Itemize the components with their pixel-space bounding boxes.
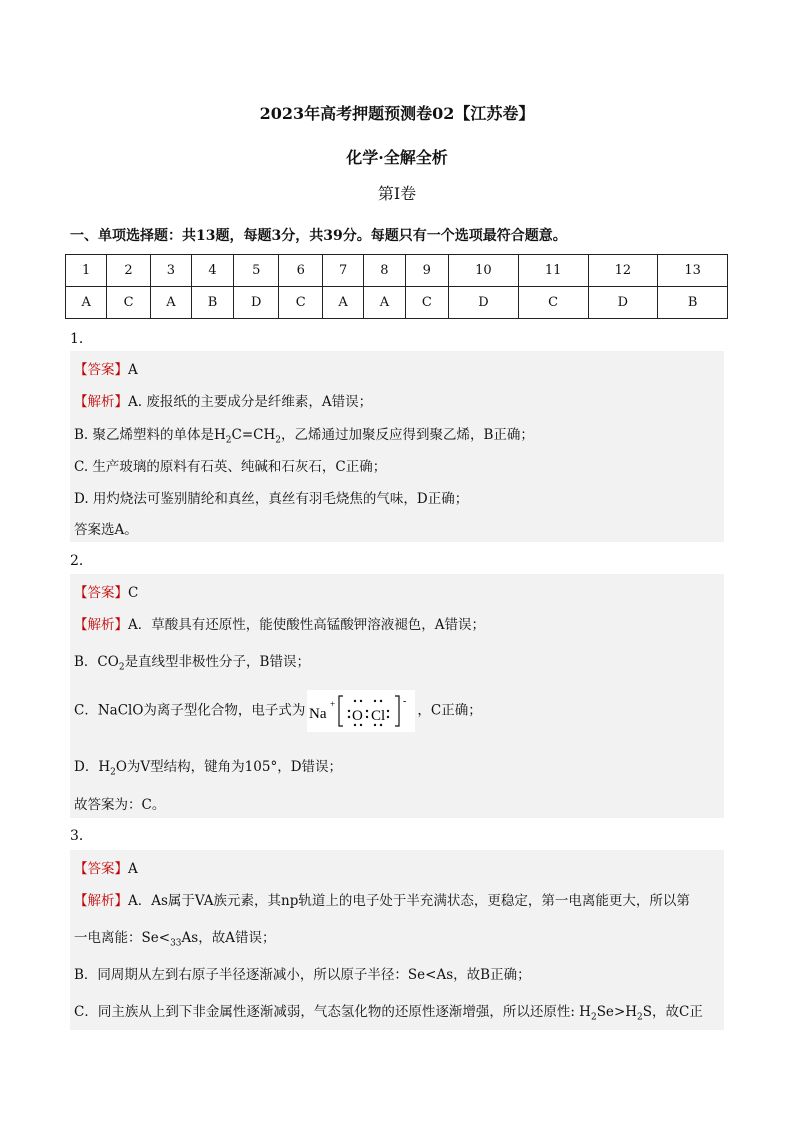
- electron-dot: [360, 700, 362, 702]
- electron-dot: [360, 724, 362, 726]
- option-d-line: D. 用灼烧法可鉴别腈纶和真丝，真丝有羽毛烧焦的气味，D正确；: [74, 491, 469, 507]
- cation-symbol: Na: [309, 706, 327, 722]
- electron-dot: [366, 716, 368, 718]
- conclusion-line: 故答案为：C。: [74, 797, 166, 813]
- left-bracket: [339, 696, 343, 726]
- electron-dot: [348, 716, 350, 718]
- table-cell: B: [658, 287, 728, 319]
- table-cell: A: [322, 287, 363, 319]
- volume-label: 第Ⅰ卷: [377, 184, 417, 203]
- text-segment: B. 聚乙烯塑料的单体是H: [74, 427, 226, 443]
- answer-value: C: [128, 585, 139, 601]
- right-bracket: [395, 696, 399, 726]
- subscript: 2: [118, 662, 125, 673]
- text-segment: C=CH: [231, 427, 276, 443]
- electron-dot: [354, 700, 356, 702]
- text-segment: >: [613, 1004, 626, 1020]
- formula: O: [115, 759, 127, 775]
- answer-line: [74, 358, 138, 378]
- page-title: 2023年高考押题预测卷02【江苏卷】: [259, 104, 535, 123]
- option-b-line: B．同周期从左到右原子半径逐渐减小，所以原子半径：Se<As，故B正确；: [74, 967, 531, 983]
- question-number: 1．: [70, 331, 93, 347]
- answer-table-answer-row: [66, 287, 728, 319]
- table-cell: B: [192, 287, 234, 319]
- formula: H: [98, 759, 111, 775]
- answer-table: [65, 254, 728, 319]
- analysis-line: [74, 390, 372, 410]
- electron-dot: [387, 710, 389, 712]
- subscript: 2: [225, 435, 232, 446]
- cation-charge: +: [330, 699, 336, 709]
- table-cell: 12: [588, 255, 658, 287]
- question-number: 2．: [70, 553, 93, 569]
- formula: Se: [596, 1004, 614, 1020]
- analysis-text: A．As属于VA族元素，其np轨道上的电子处于半充满状态，更稳定，第一电离能更大，所以第: [128, 893, 690, 909]
- table-cell: 7: [322, 255, 363, 287]
- table-cell: 11: [518, 255, 588, 287]
- chlorine-symbol: Cl: [371, 708, 386, 724]
- answer-table-number-row: [66, 255, 728, 287]
- analysis-line: [74, 613, 485, 633]
- conclusion-line: 答案选A。: [74, 522, 138, 538]
- page-subtitle: 化学·全解全析: [346, 148, 448, 167]
- analysis-tag: 【解析】: [74, 617, 128, 633]
- subscript: 2: [110, 767, 116, 778]
- oxygen-symbol: O: [352, 708, 364, 724]
- electron-dot: [374, 700, 376, 702]
- text-segment: ，故A错误；: [198, 930, 276, 946]
- answer-line: [74, 581, 138, 601]
- text-segment: 为V型结构，键角为105°，D错误；: [126, 759, 343, 775]
- text-segment: ，乙烯通过加聚反应得到聚乙烯，B正确；: [281, 427, 534, 443]
- electron-dot: [387, 716, 389, 718]
- option-c-line: C. 生产玻璃的原料有石英、纯碱和石灰石，C正确；: [74, 459, 387, 475]
- formula: As: [181, 930, 199, 946]
- table-cell: D: [449, 287, 519, 319]
- answer-tag: 【答案】: [74, 585, 128, 601]
- section-heading: 一、单项选择题：共13题，每题3分，共39分。每题只有一个选项最符合题意。: [70, 228, 567, 244]
- table-cell: 9: [405, 255, 449, 287]
- table-cell: 10: [449, 255, 519, 287]
- table-cell: A: [364, 287, 405, 319]
- text-segment: B．: [74, 654, 98, 670]
- table-cell: C: [107, 287, 151, 319]
- table-cell: C: [518, 287, 588, 319]
- text-segment: C．同主族从上到下非金属性逐渐减弱，气态氢化物的还原性逐渐增强，所以还原性:: [74, 1004, 580, 1020]
- text-segment: D．: [74, 759, 99, 775]
- subscript: 2: [637, 1012, 643, 1023]
- table-cell: A: [150, 287, 191, 319]
- analysis-text: A. 废报纸的主要成分是纤维素，A错误；: [128, 394, 373, 410]
- text-segment: ，故C正: [652, 1004, 703, 1020]
- analysis-text: A．草酸具有还原性，能使酸性高锰酸钾溶液褪色，A错误；: [128, 617, 485, 633]
- lewis-structure: [307, 690, 415, 732]
- table-cell: C: [279, 287, 323, 319]
- subscript: 33: [170, 938, 182, 949]
- electron-dot: [380, 700, 382, 702]
- answer-line: [74, 857, 138, 877]
- table-cell: 8: [364, 255, 405, 287]
- question-1-block: [70, 351, 724, 542]
- option-b-line: [74, 650, 310, 673]
- table-cell: A: [66, 287, 107, 319]
- option-c-line: [74, 690, 482, 732]
- table-cell: 2: [107, 255, 151, 287]
- subscript: 2: [590, 1012, 597, 1023]
- formula: H: [579, 1004, 591, 1020]
- question-number: 3．: [70, 828, 93, 844]
- anion-charge: -: [403, 696, 407, 707]
- formula: CO: [97, 654, 119, 670]
- text-segment: ，C正确；: [417, 702, 482, 719]
- table-cell: D: [234, 287, 279, 319]
- option-b-line: [74, 423, 534, 446]
- subscript: 2: [275, 435, 281, 446]
- electron-dot: [374, 724, 376, 726]
- table-cell: 4: [192, 255, 234, 287]
- answer-value: A: [128, 861, 138, 877]
- text-segment: 是直线型非极性分子，B错误；: [124, 654, 310, 670]
- analysis-continuation-line: [74, 926, 275, 949]
- option-d-line: [74, 755, 342, 778]
- electron-dot: [348, 710, 350, 712]
- text-segment: 一电离能：Se<: [74, 930, 171, 946]
- electron-dot: [380, 724, 382, 726]
- table-cell: 5: [234, 255, 279, 287]
- answer-tag: 【答案】: [74, 861, 128, 877]
- analysis-tag: 【解析】: [74, 893, 128, 909]
- answer-tag: 【答案】: [74, 362, 128, 378]
- table-cell: 13: [658, 255, 728, 287]
- electron-dot: [354, 724, 356, 726]
- analysis-line: [74, 889, 690, 909]
- formula: H: [625, 1004, 638, 1020]
- table-cell: 3: [150, 255, 191, 287]
- table-cell: 6: [279, 255, 323, 287]
- electron-dot: [366, 710, 368, 712]
- analysis-tag: 【解析】: [74, 394, 128, 410]
- table-cell: C: [405, 287, 449, 319]
- table-cell: 1: [66, 255, 107, 287]
- formula: S: [642, 1004, 653, 1020]
- answer-value: A: [128, 362, 138, 378]
- text-segment: C．NaClO为离子型化合物，电子式为: [74, 702, 306, 719]
- table-cell: D: [588, 287, 658, 319]
- option-c-line: [74, 1000, 703, 1023]
